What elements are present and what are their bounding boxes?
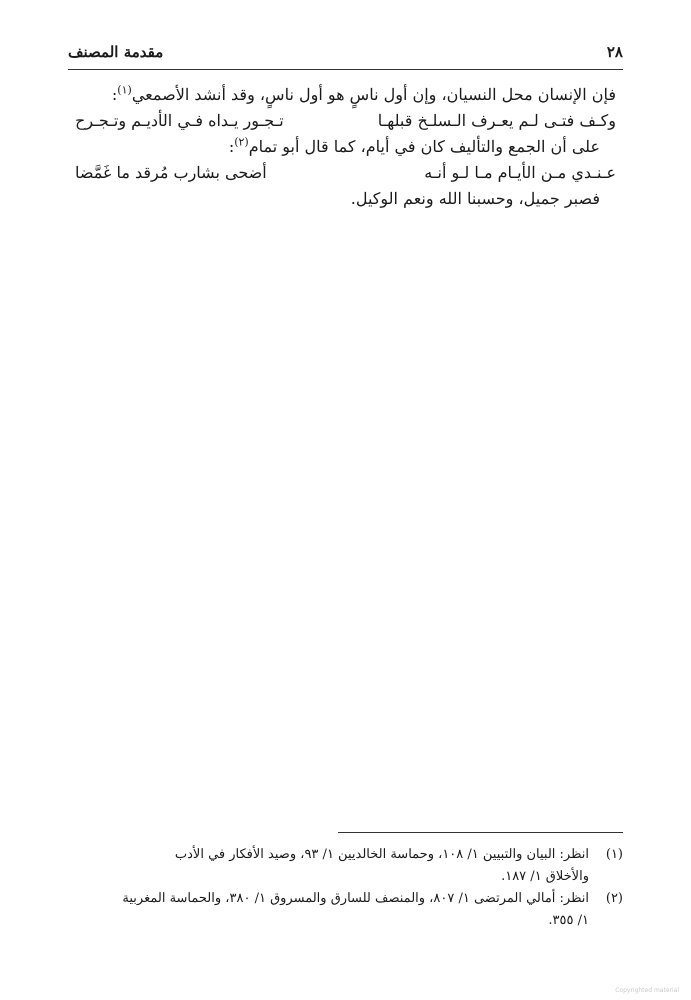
verse-second-hemistich: أضحى بشارب مُرقد ما غَمَّضا xyxy=(75,163,267,182)
footnote-text: ١/ ٣٥٥. xyxy=(548,913,589,928)
verse-first-hemistich: وكـف فتـى لـم يعـرف الـسلـخ قبلهـا xyxy=(377,111,616,130)
footnote-separator xyxy=(338,832,623,833)
verse-second-hemistich: تـجـور يـداه فـي الأديـم وتـجـرح xyxy=(75,111,284,130)
running-title: مقدمة المصنف xyxy=(68,43,164,61)
page-number: ٢٨ xyxy=(606,43,623,61)
footnote xyxy=(68,844,623,888)
footnote-text: انظر: البيان والتبيين ١/ ١٠٨، وحماسة الخالديين ١/ ٩٣، وصيد الأفكار في الأدب xyxy=(174,847,589,862)
colon: : xyxy=(111,85,118,104)
footnote-reference: (٢) xyxy=(234,135,249,149)
footnote-reference: (١) xyxy=(117,83,132,97)
paragraph-line xyxy=(75,134,616,160)
verse-first-hemistich: عـنـدي مـن الأيـام مـا لـو أنـه xyxy=(424,163,616,182)
page-header xyxy=(68,43,623,65)
footnote-text: انظر: أمالي المرتضى ١/ ٨٠٧، والمنصف للسارق والمسروق ١/ ٣٨٠، والحماسة المغربية xyxy=(122,891,589,906)
verse-line xyxy=(75,160,616,186)
header-rule xyxy=(68,69,623,70)
footnote-number: (٢) xyxy=(605,891,623,906)
paragraph-line xyxy=(75,82,616,108)
paragraph-text: على أن الجمع والتأليف كان في أيام، كما قال أبو تمام xyxy=(248,137,600,156)
footnote-text: والأخلاق ١/ ١٨٧. xyxy=(501,869,589,884)
paragraph-line: فصبر جميل، وحسبنا الله ونعم الوكيل. xyxy=(350,189,600,208)
footnotes xyxy=(68,844,623,932)
paragraph-text: فإن الإنسان محل النسيان، وإن أول ناسٍ هو أول ناسٍ، وقد أنشد الأصمعي xyxy=(131,85,616,104)
main-text xyxy=(75,82,616,212)
copyright-watermark: Copyrighted material xyxy=(615,987,679,994)
colon: : xyxy=(228,137,235,156)
footnote xyxy=(68,888,623,932)
verse-line xyxy=(75,108,616,134)
footnote-number: (١) xyxy=(605,847,623,862)
